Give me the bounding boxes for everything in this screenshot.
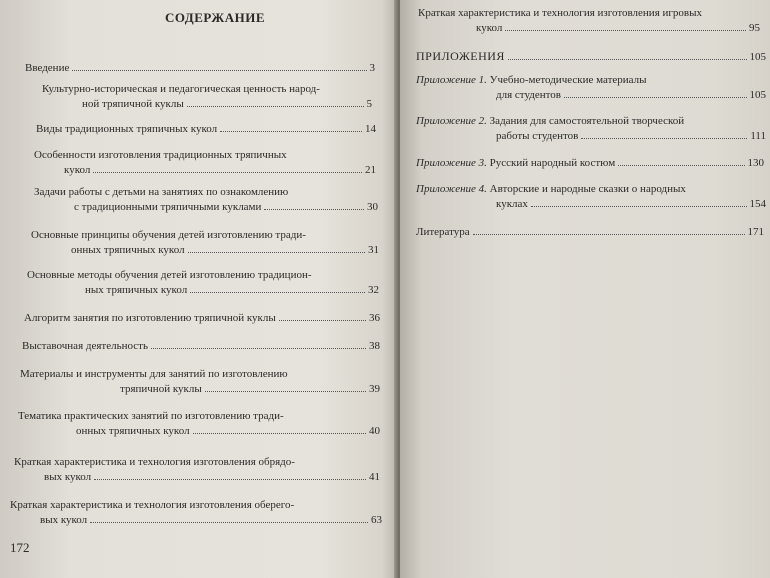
toc-entry-title-cont: ной тряпичной куклы bbox=[82, 98, 184, 110]
leader-dots bbox=[279, 320, 366, 321]
toc-entry bbox=[418, 6, 760, 36]
leader-dots bbox=[220, 131, 362, 132]
toc-entry-page: 105 bbox=[749, 51, 766, 63]
leader-dots bbox=[581, 138, 747, 139]
appendix-label: Приложение 3. bbox=[416, 157, 487, 169]
toc-entry bbox=[22, 339, 380, 354]
toc-entry-title-cont: для студентов bbox=[496, 89, 561, 101]
toc-entry-title-cont: ных тряпичных кукол bbox=[85, 284, 188, 296]
toc-entry bbox=[25, 61, 375, 76]
toc-entry-title-cont: вых кукол bbox=[44, 471, 92, 483]
leader-dots bbox=[564, 97, 747, 98]
toc-entry-title: Учебно-методические материалы bbox=[489, 74, 647, 86]
leader-dots bbox=[151, 348, 366, 349]
toc-entry-title: Основные методы обучения детей изготовлению традицион- bbox=[27, 269, 312, 281]
toc-entry bbox=[416, 182, 766, 212]
appendix-label: Приложение 2. bbox=[416, 115, 487, 127]
leader-dots bbox=[94, 479, 366, 480]
toc-entry-title-cont: работы студентов bbox=[496, 130, 579, 142]
toc-entry-title: Введение bbox=[25, 62, 70, 74]
toc-entry bbox=[24, 311, 380, 326]
toc-entry bbox=[10, 498, 382, 528]
leader-dots bbox=[90, 522, 368, 523]
toc-entry-page: 111 bbox=[750, 130, 766, 142]
toc-entry bbox=[18, 409, 380, 439]
toc-entry bbox=[42, 82, 372, 112]
appendix-label: Приложение 4. bbox=[416, 183, 487, 195]
toc-entry-page: 95 bbox=[749, 22, 760, 34]
toc-entry-title: Культурно-историческая и педагогическая ценность народ- bbox=[42, 83, 320, 95]
contents-heading: СОДЕРЖАНИЕ bbox=[164, 10, 266, 25]
leader-dots bbox=[190, 292, 365, 293]
toc-entry-page: 21 bbox=[365, 164, 376, 176]
toc-entry-title-cont: кукол bbox=[64, 164, 91, 176]
toc-entry-title-cont: онных тряпичных кукол bbox=[76, 425, 190, 437]
toc-entry-title-cont: вых кукол bbox=[40, 514, 88, 526]
toc-entry-title: Тематика практических занятий по изготовлению тради- bbox=[18, 410, 284, 422]
toc-entry bbox=[416, 73, 766, 103]
toc-entry-title: Русский народный костюм bbox=[489, 157, 616, 169]
appendix-label: Приложение 1. bbox=[416, 74, 487, 86]
toc-entry-page: 31 bbox=[368, 244, 379, 256]
toc-entry bbox=[14, 455, 380, 485]
toc-entry bbox=[416, 49, 766, 65]
toc-entry bbox=[27, 268, 379, 298]
toc-entry-page: 38 bbox=[369, 340, 380, 352]
toc-entry-page: 39 bbox=[369, 383, 380, 395]
leader-dots bbox=[618, 165, 744, 166]
toc-entry-title: Литература bbox=[416, 226, 470, 238]
toc-entry-title: Краткая характеристика и технология изготовления обрядо- bbox=[14, 456, 295, 468]
toc-entry bbox=[416, 156, 764, 171]
toc-entry-title: Особенности изготовления традиционных тряпичных bbox=[34, 149, 287, 161]
right-page bbox=[400, 0, 770, 578]
leader-dots bbox=[187, 106, 364, 107]
toc-entry-page: 32 bbox=[368, 284, 379, 296]
toc-entry-title: Краткая характеристика и технология изготовления игровых bbox=[418, 7, 702, 19]
toc-entry-page: 41 bbox=[369, 471, 380, 483]
toc-entry-page: 14 bbox=[365, 123, 376, 135]
toc-entry-title: Виды традиционных тряпичных кукол bbox=[36, 123, 218, 135]
leader-dots bbox=[531, 206, 747, 207]
toc-entry bbox=[34, 148, 376, 178]
toc-entry-page: 36 bbox=[369, 312, 380, 324]
toc-entry-title: Алгоритм занятия по изготовлению тряпичной куклы bbox=[24, 312, 276, 324]
toc-entry-title: Материалы и инструменты для занятий по изготовлению bbox=[20, 368, 288, 380]
appendices-heading: ПРИЛОЖЕНИЯ bbox=[416, 49, 505, 63]
leader-dots bbox=[264, 209, 364, 210]
toc-entry-title-cont: с традиционными тряпичными куклами bbox=[74, 201, 262, 213]
toc-entry-title: Авторские и народные сказки о народных bbox=[489, 183, 686, 195]
toc-entry bbox=[416, 225, 764, 240]
toc-entry-title-cont: тряпичной куклы bbox=[120, 383, 202, 395]
toc-entry bbox=[34, 185, 378, 215]
toc-entry-title: Краткая характеристика и технология изготовления оберего- bbox=[10, 499, 295, 511]
toc-entry bbox=[20, 367, 380, 397]
toc-entry-title: Задания для самостоятельной творческой bbox=[489, 115, 685, 127]
leader-dots bbox=[93, 172, 362, 173]
toc-entry-title-cont: куклах bbox=[496, 198, 528, 210]
toc-entry-page: 63 bbox=[371, 514, 382, 526]
leader-dots bbox=[72, 70, 366, 71]
leader-dots bbox=[205, 391, 366, 392]
page-number: 172 bbox=[10, 540, 30, 555]
leader-dots bbox=[193, 433, 366, 434]
toc-entry-page: 5 bbox=[366, 98, 372, 110]
toc-entry bbox=[36, 122, 376, 137]
leader-dots bbox=[508, 59, 747, 60]
toc-entry-title: Выставочная деятельность bbox=[22, 340, 148, 352]
toc-entry-page: 40 bbox=[369, 425, 380, 437]
toc-entry-page: 154 bbox=[749, 198, 766, 210]
toc-entry bbox=[416, 114, 766, 144]
leader-dots bbox=[188, 252, 365, 253]
toc-entry-page: 30 bbox=[367, 201, 378, 213]
toc-entry-title-cont: кукол bbox=[476, 22, 503, 34]
toc-entry-page: 171 bbox=[747, 226, 764, 238]
toc-entry-page: 130 bbox=[747, 157, 764, 169]
toc-entry-title-cont: онных тряпичных кукол bbox=[71, 244, 185, 256]
toc-entry bbox=[31, 228, 379, 258]
toc-entry-title: Основные принципы обучения детей изготовлению тради- bbox=[31, 229, 306, 241]
leader-dots bbox=[505, 30, 746, 31]
toc-entry-page: 3 bbox=[369, 62, 375, 74]
leader-dots bbox=[473, 234, 745, 235]
toc-entry-title: Задачи работы с детьми на занятиях по ознакомлению bbox=[34, 186, 289, 198]
toc-entry-page: 105 bbox=[749, 89, 766, 101]
